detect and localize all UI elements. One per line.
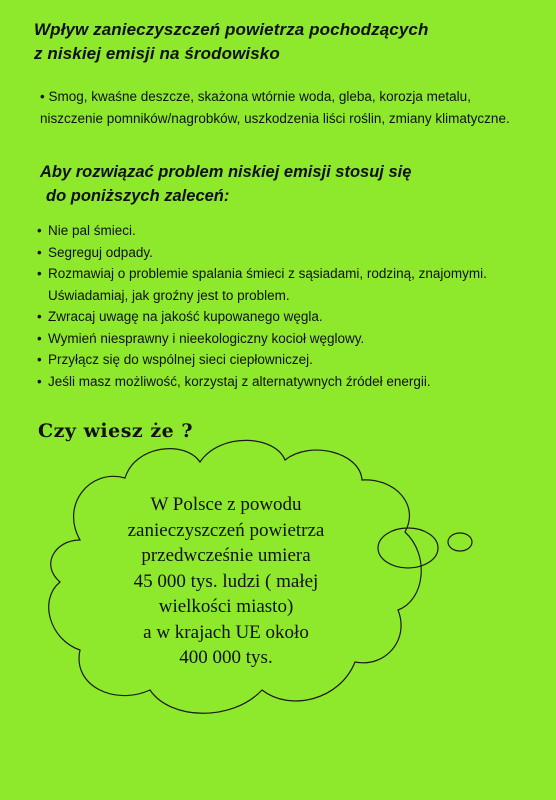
recommendations-heading-line-1: Aby rozwiązać problem niskiej emisji stosuj się — [40, 163, 412, 181]
thought-bubble-small — [448, 533, 472, 551]
thought-bubble-large — [378, 528, 438, 568]
list-item: • Segreguj odpady. — [38, 242, 518, 264]
list-item: • Rozmawiaj o problemie spalania śmieci z sąsiadami, rodziną, znajomymi. Uświadamiaj, jak groźny jest to problem. — [38, 263, 518, 306]
list-item: • Nie pal śmieci. — [38, 220, 518, 242]
cloud-line: 400 000 tys. — [179, 647, 273, 668]
pollution-effects-text: • Smog, kwaśne deszcze, skażona wtórnie woda, gleba, korozja metalu, niszczenie pomników/nagrobków, uszkodzenia liści roślin, zmiany klimatyczne. — [40, 89, 510, 126]
list-item: • Przyłącz się do wspólnej sieci ciepłowniczej. — [38, 349, 518, 371]
cloud-text — [90, 492, 362, 671]
recommendations-heading-line-2: do poniższych zaleceń: — [46, 187, 230, 205]
cloud-line: W Polsce z powodu — [150, 494, 302, 515]
cloud-line: a w krajach UE około — [143, 621, 309, 643]
cloud-line: przedwcześnie umiera — [141, 545, 311, 566]
cloud-line: zanieczyszczeń powietrza — [127, 519, 325, 541]
cloud-line: wielkości miasto) — [158, 596, 294, 617]
list-item: • Wymień niesprawny i nieekologiczny kocioł węglowy. — [38, 328, 518, 350]
list-item: • Jeśli masz możliwość, korzystaj z alternatywnych źródeł energii. — [38, 371, 518, 393]
cloud-line: 45 000 tys. ludzi ( małej — [133, 570, 319, 592]
list-item: • Zwracaj uwagę na jakość kupowanego węgla. — [38, 306, 518, 328]
main-heading-line-1: Wpływ zanieczyszczeń powietrza pochodzących — [34, 20, 429, 39]
did-you-know-heading: Czy wiesz że ? — [38, 420, 193, 442]
main-heading-line-2: z niskiej emisji na środowisko — [34, 44, 280, 63]
